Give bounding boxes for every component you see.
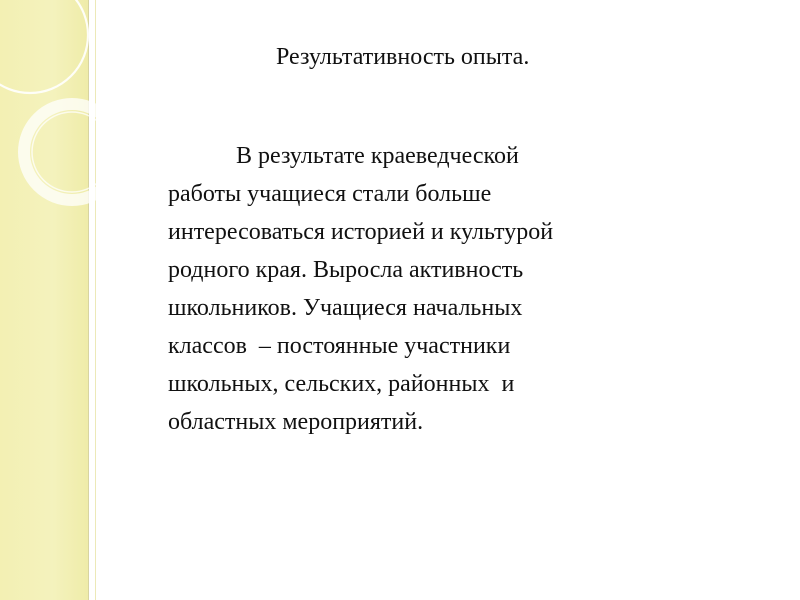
- decorative-rings-icon: [0, 0, 120, 220]
- body-line: школьников. Учащиеся начальных: [168, 295, 523, 321]
- body-line: работы учащиеся стали больше: [168, 181, 492, 207]
- body-line: интересоваться историей и культурой: [168, 219, 554, 245]
- body-line: школьных, сельских, районных и: [168, 371, 515, 397]
- slide-title: Результативность опыта.: [276, 44, 530, 70]
- body-line: В результате краеведческой: [236, 143, 519, 169]
- body-line: областных мероприятий.: [168, 409, 424, 435]
- body-line: родного края. Выросла активность: [168, 257, 524, 283]
- slide-body-text: [168, 137, 768, 441]
- body-line: классов – постоянные участники: [168, 333, 511, 359]
